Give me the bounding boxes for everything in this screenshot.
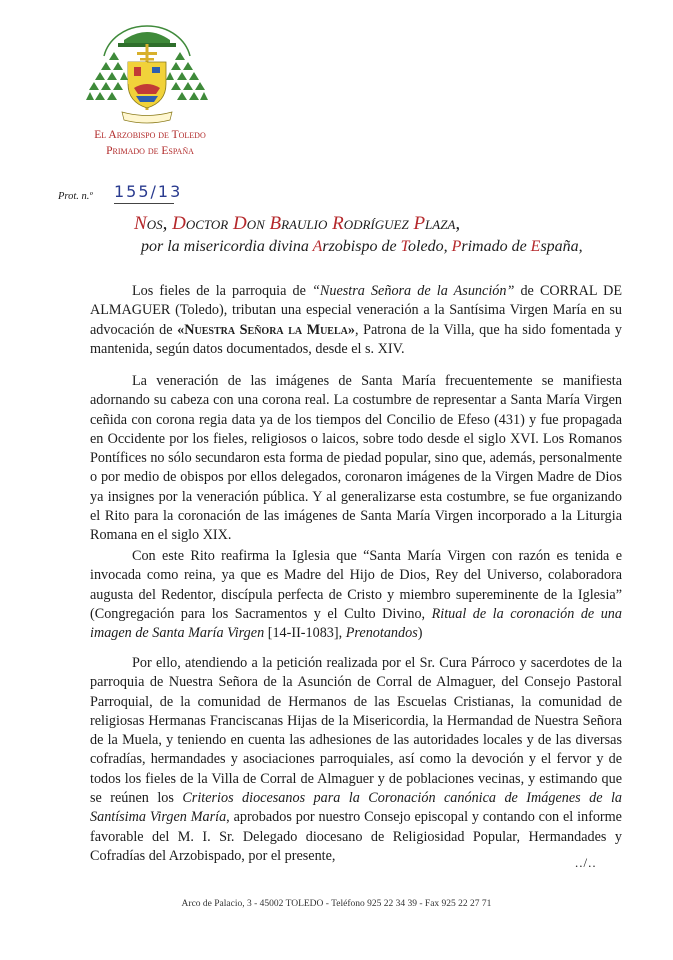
protocol-label: Prot. n.º <box>58 191 93 202</box>
heading-text: raulio <box>281 213 333 234</box>
text: ) <box>417 625 423 642</box>
criteria-title: Criterios diocesanos para la Coronación canónica de Imágenes de la Santísima Virgen María <box>90 790 622 826</box>
heading-initial: D <box>172 213 186 234</box>
heading-text: on <box>246 213 270 234</box>
continuation-mark: ../.. <box>575 855 597 870</box>
heading-initial: P <box>413 213 426 234</box>
heading-text: laza, <box>425 213 461 234</box>
heading-initial: D <box>232 213 247 234</box>
protocol-underline <box>114 203 174 204</box>
heading-text: por la misericordia divina <box>141 238 313 255</box>
text: , Patrona de la Villa, que ha sido fomentada y mantenida, según datos documentados, desde el s. XIV. <box>90 321 622 357</box>
ritual-title: Ritual de la coronación de una imagen de Santa María Virgen <box>90 605 622 642</box>
heading-initial: B <box>269 213 282 234</box>
heading-text: os, <box>146 213 173 234</box>
heading-text: rimado de <box>461 238 531 255</box>
heading-text: spaña, <box>540 238 583 255</box>
text: Con este Rito reafirma la Iglesia que “Santa María Virgen con razón es tenida e invocada como reina, ya que es Madre del Hijo de Dios, Rey del Universo, colaboradora augusta del Redentor, discípula perfecta de Cristo y miembro supereminente de la Iglesia” (Congregación para los Sacramentos y el Culto Divino, <box>90 548 622 622</box>
advocation-name: «Nuestra Señora la Muela» <box>177 321 355 338</box>
letterhead-subtitle: Primado de España <box>106 145 194 157</box>
paragraph-3 <box>90 547 622 643</box>
heading-initial: E <box>530 238 541 255</box>
footer-address: Arco de Palacio, 3 - 45002 TOLEDO - Teléfono 925 22 34 39 - Fax 925 22 27 71 <box>181 899 492 909</box>
heading-text: rzobispo de <box>322 238 401 255</box>
heading-text: octor <box>185 213 233 234</box>
heading-initial: P <box>451 238 462 255</box>
heading-text: oledo, <box>408 238 452 255</box>
heading-initial: T <box>400 238 409 255</box>
paragraph-4 <box>90 654 622 866</box>
text: de CORRAL DE ALMAGUER (Toledo), tributan una especial veneración a la Santísima Virgen María en su advocación de <box>90 283 622 338</box>
heading-archbishop-name <box>134 213 654 235</box>
parish-name: “Nuestra Señora de la Asunción” <box>312 283 515 299</box>
heading-archbishop-title <box>141 238 661 256</box>
heading-text: odríguez <box>343 213 414 234</box>
heading-initial: A <box>312 238 323 255</box>
prenotandos: Prenotandos <box>345 625 418 642</box>
paragraph-1 <box>90 282 622 359</box>
archbishop-coat-of-arms <box>84 22 210 128</box>
letterhead-title: El Arzobispo de Toledo <box>94 129 206 141</box>
text: [14-II-1083], <box>264 625 346 642</box>
text: Por ello, atendiendo a la petición realizada por el Sr. Cura Párroco y sacerdotes de la parroquia de Nuestra Señora de la Asunción de Corral de Almaguer, del Consejo Pastoral Parroquial, de la comunidad de Hermanos de las Escuelas Cristianas, la comunidad de religiosas Hermanas Franciscanas Hijas de la Misericordia, la Hermandad de Nuestra Señora de la Muela, y teniendo en cuenta las adhesiones de las autoridades locales y de las diversas cofradías, hermandades y asociaciones parroquiales, así como la devoción y el fervor y de todos los fieles de la Villa de Corral de Almaguer y de poblaciones vecinas, y estimando que se reúnen los <box>90 655 622 807</box>
paragraph-2: La veneración de las imágenes de Santa María frecuentemente se manifiesta adornando su cabeza con una corona real. La costumbre de representar a Santa María Virgen ceñida con corona regia data ya de los tiempos del Concilio de Efeso (431) y fue propagada en Occidente por los fieles, religiosos o laicos, sobre todo desde el siglo XVI. Los Romanos Pontífices no sólo secundaron esta forma de piedad popular, sino que, además, personalmente o por medio de obispos por ellos delegados, coronaron imágenes de la Virgen Madre de Dios ya insignes por la veneración pública. Y al generalizarse esta costumbre, se fue organizando el Rito para la coronación de las imágenes de Santa María Virgen incorporado a la Liturgia Romana en el siglo XIX. <box>90 373 622 544</box>
protocol-number-handwritten: 155/13 <box>114 182 183 201</box>
letterhead-organization <box>90 127 210 159</box>
heading-initial: N <box>134 213 147 234</box>
text: Los fieles de la parroquia de <box>132 283 313 299</box>
text: , aprobados por nuestro Consejo episcopal y contando con el informe favorable del M. I. Sr. Delegado diocesano de Religiosidad Popular, Hermandades y Cofradías del Arzobispado, por el presente, <box>90 809 622 864</box>
heading-initial: R <box>332 213 344 234</box>
